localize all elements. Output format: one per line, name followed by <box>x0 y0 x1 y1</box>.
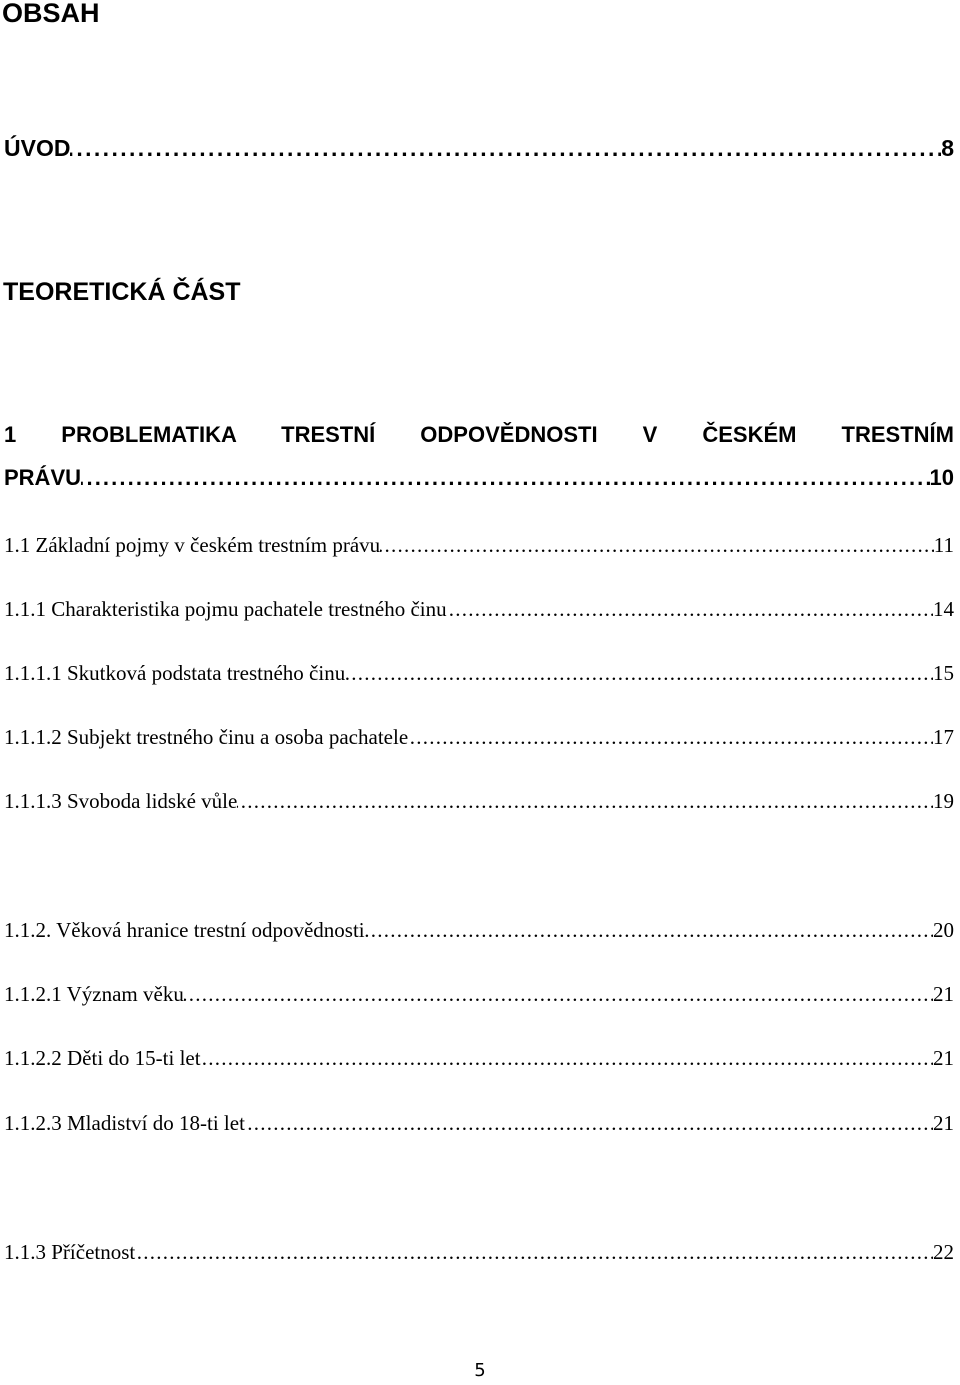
page-number: 5 <box>474 1360 486 1381</box>
toc-entry[interactable] <box>4 982 954 1007</box>
toc-dot-leader <box>70 135 941 162</box>
toc-entry-label: 1.1 Základní pojmy v českém trestním právu <box>4 533 381 557</box>
toc-entry-label: ÚVOD <box>4 135 71 161</box>
toc-dot-leader <box>237 789 933 814</box>
toc-entry-label: 1.1.2. Věková hranice trestní odpovědnosti <box>4 918 365 942</box>
toc-entry[interactable] <box>4 1111 954 1136</box>
toc-dot-leader <box>447 597 933 622</box>
toc-entry-label: PRÁVU <box>4 465 82 490</box>
toc-entry-page: 8 <box>941 135 954 161</box>
toc-entry[interactable] <box>4 597 954 622</box>
toc-entry-page: 10 <box>929 465 954 490</box>
toc-entry-chapter-1[interactable] <box>4 465 954 491</box>
toc-dot-leader <box>245 1111 933 1136</box>
toc-entry-page: 20 <box>933 918 954 942</box>
toc-entry-page: 14 <box>933 597 954 621</box>
toc-entry-label: 1.1.3 Příčetnost <box>4 1240 136 1264</box>
toc-entry-label: 1.1.2.1 Význam věku <box>4 982 184 1006</box>
toc-entry[interactable] <box>4 533 954 558</box>
toc-entry-label: 1.1.1 Charakteristika pojmu pachatele trestného činu <box>4 597 447 621</box>
toc-entry-label: 1.1.2.3 Mladiství do 18-ti let <box>4 1111 245 1135</box>
toc-entry-page: 21 <box>933 982 954 1006</box>
toc-entry[interactable] <box>4 1240 954 1265</box>
toc-entry-page: 17 <box>933 725 954 749</box>
toc-dot-leader <box>345 661 933 686</box>
toc-dot-leader <box>81 465 930 491</box>
toc-entry-label: 1.1.1.1 Skutková podstata trestného činu <box>4 661 346 685</box>
toc-dot-leader <box>135 1240 933 1265</box>
toc-dot-leader <box>380 533 934 558</box>
toc-dot-leader <box>408 725 933 750</box>
toc-entry-label: 1.1.2.2 Děti do 15-ti let <box>4 1046 201 1070</box>
toc-entry-page: 21 <box>933 1046 954 1070</box>
toc-title: OBSAH <box>2 0 100 28</box>
toc-dot-leader <box>365 918 933 943</box>
toc-entry-page: 22 <box>933 1240 954 1264</box>
toc-entry-page: 19 <box>933 789 954 813</box>
toc-entry-page: 15 <box>933 661 954 685</box>
toc-dot-leader <box>184 982 933 1007</box>
toc-entry-label: 1.1.1.2 Subjekt trestného činu a osoba pachatele <box>4 725 409 749</box>
chapter-1-title-line1[interactable]: 1 PROBLEMATIKA TRESTNÍ ODPOVĚDNOSTI V ČESKÉM TRESTNÍM <box>4 422 954 447</box>
toc-entry-intro[interactable] <box>4 135 954 162</box>
toc-entry-label: 1.1.1.3 Svoboda lidské vůle <box>4 789 238 813</box>
toc-entry[interactable] <box>4 918 954 943</box>
part-heading: TEORETICKÁ ČÁST <box>3 278 241 306</box>
toc-entry-page: 11 <box>933 533 954 557</box>
toc-entry[interactable] <box>4 661 954 686</box>
toc-entry-page: 21 <box>933 1111 954 1135</box>
toc-dot-leader <box>201 1046 933 1071</box>
toc-entry[interactable] <box>4 1046 954 1071</box>
toc-entry[interactable] <box>4 725 954 750</box>
toc-entry[interactable] <box>4 789 954 814</box>
